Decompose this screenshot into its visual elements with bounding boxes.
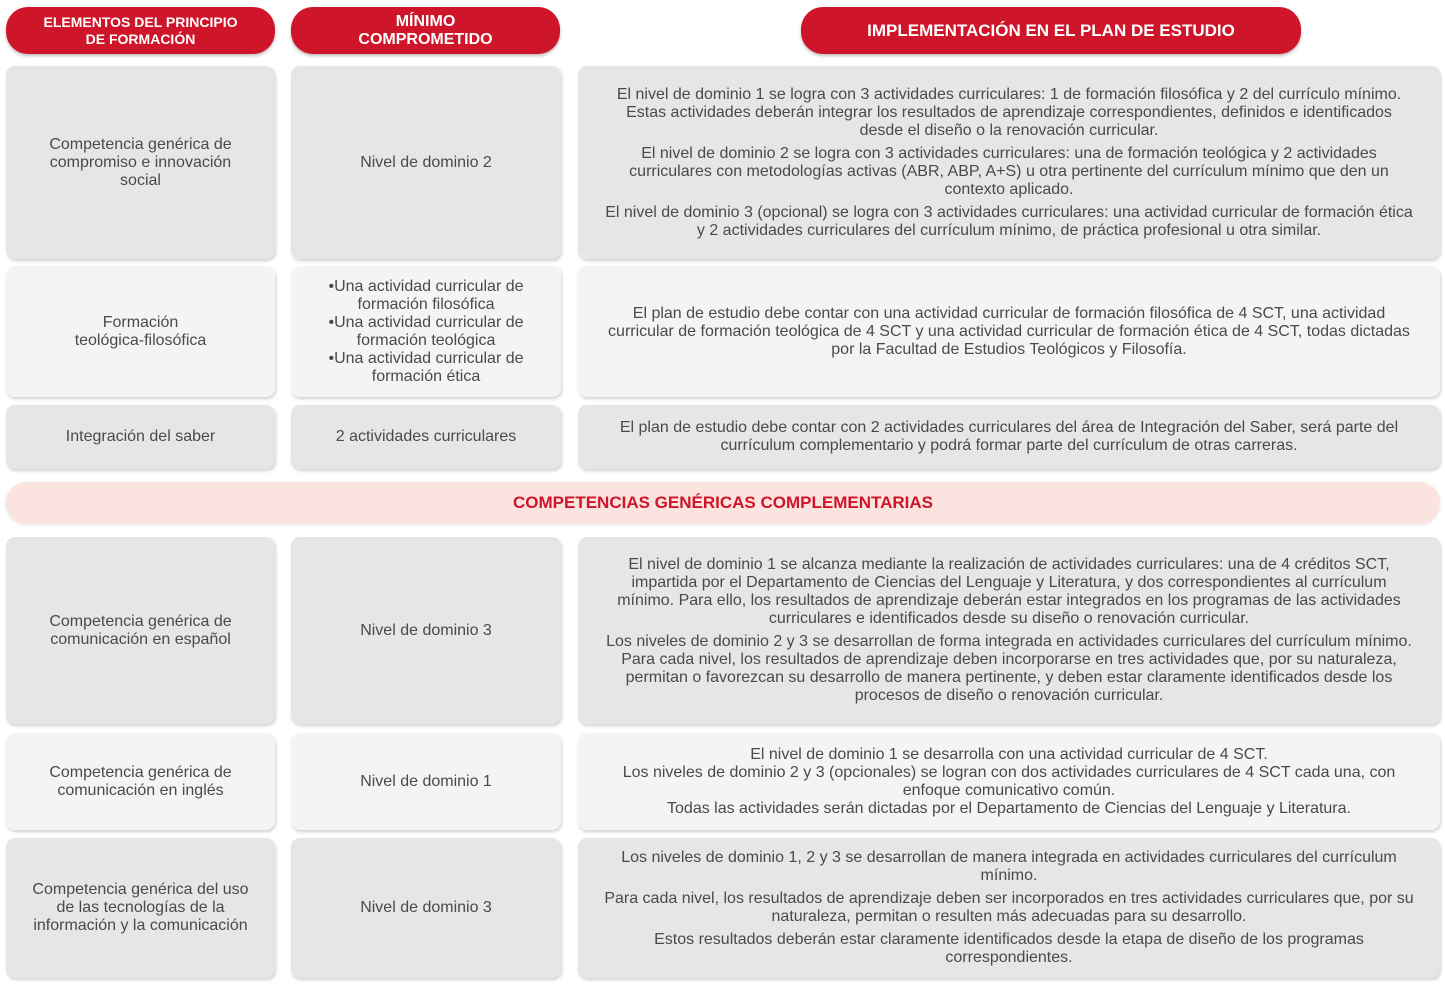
row2-implementation <box>578 266 1440 397</box>
row4-element-text: Competencia genérica de comunicación en español <box>49 612 232 648</box>
row5-element-text: Competencia genérica de comunicación en inglés <box>49 763 232 799</box>
header-minimo-line2: COMPROMETIDO <box>358 30 493 48</box>
row2-minimum-list <box>301 278 551 386</box>
header-minimo <box>291 7 560 54</box>
header-implementacion: IMPLEMENTACIÓN EN EL PLAN DE ESTUDIO <box>801 7 1301 54</box>
row6-minimum <box>291 838 561 978</box>
row3-element-text: Integración del saber <box>65 428 216 445</box>
row3-impl-p1: El plan de estudio debe contar con 2 actividades curriculares del área de Integración del Saber, será parte del currículum complementario y podrá formar parte del currículum de otras carreras. <box>619 419 1399 454</box>
row3-element <box>6 405 275 469</box>
row1-minimum <box>291 66 561 259</box>
row1-element-text: Competencia genérica de compromiso e innovación social <box>49 135 232 189</box>
row4-minimum <box>291 537 561 724</box>
row1-impl-p1: El nivel de dominio 1 se logra con 3 actividades curriculares: 1 de formación filosófica y 2 del currículo mínimo. Estas actividades deberán integrar los resultados de aprendizaje correspondientes, definidos e identificados desde el diseño o la renovación curricular. <box>616 85 1402 139</box>
row2-impl-p1: El plan de estudio debe contar con una actividad curricular de formación filosófica de 4 SCT, una actividad curricular de formación teológica de 4 SCT y una actividad curricular de formación ética de 4 SCT, todas dictadas por la Facultad de Estudios Teológicos y Filosofía. <box>608 304 1410 358</box>
row6-minimum-text: Nivel de dominio 3 <box>360 899 492 916</box>
row1-implementation <box>578 66 1440 259</box>
header-elementos <box>6 7 275 54</box>
row6-element <box>6 838 275 978</box>
row1-impl-p2: El nivel de dominio 2 se logra con 3 actividades curriculares: una de formación teológica y 2 actividades curriculares con metodologías activas (ABR, ABP, A+S) u otra pertinente del currículum mínimo que den un contexto aplicado. <box>629 144 1389 198</box>
row2-minimum-item: • Una actividad curricular de formación teológica <box>301 314 551 350</box>
row3-minimum <box>291 405 561 469</box>
row3-implementation <box>578 405 1440 469</box>
row6-impl-p2: Para cada nivel, los resultados de aprendizaje deben ser incorporados en tres actividades curriculares que, por su naturaleza, permitan o resulten más adecuadas para su desarrollo. <box>604 890 1414 925</box>
row5-impl-line3: Todas las actividades serán dictadas por el Departamento de Ciencias del Lenguaje y Literatura. <box>667 799 1351 817</box>
row1-element <box>6 66 275 259</box>
row2-element <box>6 266 275 397</box>
row5-implementation <box>578 733 1440 830</box>
row4-minimum-text: Nivel de dominio 3 <box>360 621 492 639</box>
row2-minimum-item: • Una actividad curricular de formación ética <box>301 350 551 386</box>
row4-impl-p1: El nivel de dominio 1 se alcanza mediante la realización de actividades curriculares: una de 4 créditos SCT, impartida por el Departamento de Ciencias del Lenguaje y Literatura, y dos correspondientes al currículum mínimo. Para ello, los resultados de aprendizaje deberán estar integrados en los programas de las actividades curriculares e identificados desde su diseño o renovación curricular. <box>617 556 1401 627</box>
row3-minimum-text: 2 actividades curriculares <box>335 428 517 445</box>
row1-minimum-text: Nivel de dominio 2 <box>360 153 492 171</box>
row4-element <box>6 537 275 724</box>
row4-implementation <box>578 537 1440 724</box>
row6-impl-p1: Los niveles de dominio 1, 2 y 3 se desarrollan de manera integrada en actividades curriculares del currículum mínimo. <box>621 849 1397 884</box>
row1-impl-p3: El nivel de dominio 3 (opcional) se logra con 3 actividades curriculares: una actividad curricular de formación ética y 2 actividades curriculares del currículum mínimo, de práctica profesional u otra similar. <box>605 203 1413 239</box>
row6-element-text: Competencia genérica del uso de las tecnologías de la información y la comunicación <box>32 881 249 934</box>
row6-impl-p3: Estos resultados deberán estar claramente identificados desde la etapa de diseño de los programas correspondientes. <box>654 931 1364 966</box>
row5-element <box>6 733 275 830</box>
row5-impl-line2: Los niveles de dominio 2 y 3 (opcionales) se logran con dos actividades curriculares de 4 SCT cada una, con enfoque comunicativo común. <box>622 763 1396 799</box>
row6-implementation <box>578 838 1440 978</box>
row2-minimum <box>291 266 561 397</box>
header-elementos-line1: ELEMENTOS DEL PRINCIPIO <box>43 13 238 30</box>
row5-minimum-text: Nivel de dominio 1 <box>360 772 492 790</box>
section-banner: COMPETENCIAS GENÉRICAS COMPLEMENTARIAS <box>6 482 1440 524</box>
row4-impl-p2: Los niveles de dominio 2 y 3 se desarrollan de forma integrada en actividades curriculares del currículum mínimo. Para cada nivel, los resultados de aprendizaje deben incorporarse en tres actividades que, por su naturaleza, permitan o favorezcan su desarrollo de manera pertinente, y deben estar claramente identificados desde los procesos de diseño o renovación curricular. <box>606 633 1412 704</box>
row2-minimum-item: • Una actividad curricular de formación filosófica <box>301 278 551 314</box>
row5-impl-line1: El nivel de dominio 1 se desarrolla con una actividad curricular de 4 SCT. <box>750 745 1268 763</box>
header-elementos-line2: DE FORMACIÓN <box>85 30 196 47</box>
row2-element-text: Formación teológica-filosófica <box>74 313 207 349</box>
row5-minimum <box>291 733 561 830</box>
header-minimo-line1: MÍNIMO <box>395 12 456 30</box>
